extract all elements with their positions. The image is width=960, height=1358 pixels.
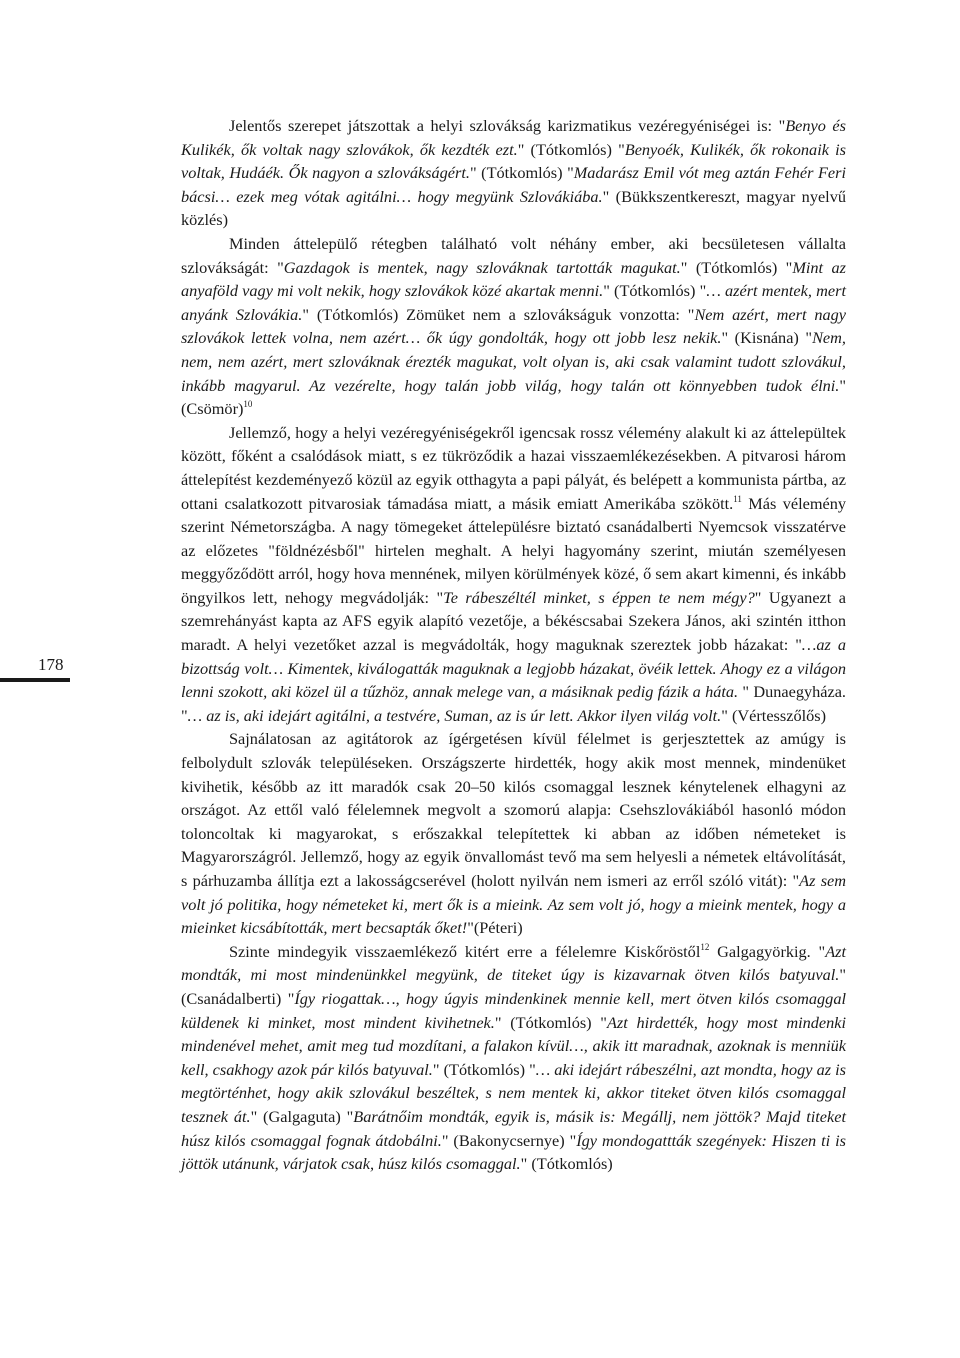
footnote-ref: 11	[733, 493, 742, 504]
quote-text: Benyoék, Kulikék, ők rokonaik is voltak, Hudáék. Ők nagyon a szlovákságért.	[181, 139, 846, 183]
quote-text: …az a bizottság volt… Kimentek, kiválogatták maguknak a legjobb házakat, övéik lettek. Ahogy ez a világon lenni szokott, aki közel ül a tűzhöz, annak melege van, a másiknak pedig fázik a háta.	[181, 635, 846, 702]
body-text-segment: " Dunaegyháza. "	[181, 682, 847, 725]
footnote-ref: 12	[700, 941, 710, 952]
quote-text: Benyo és Kulikék, ők voltak nagy szlovákok, ők kezdték ezt.	[181, 116, 846, 159]
body-text-segment: " (Tótkomlós) "	[469, 163, 574, 183]
body-text-segment: " (Tótkomlós) "	[603, 281, 707, 301]
body-text-segment: Jelentős szerepet játszottak a helyi szlovákság karizmatikus vezéregyéniségei is: "	[229, 116, 786, 135]
quote-text: Azt mondták, mi most mindenünkkel megyünk, de titeket úgy is kizavarnak ötven kilós batyuval.	[181, 941, 846, 985]
body-text-segment: Galgagyörkig. "	[709, 941, 826, 961]
body-text-segment: " (Tótkomlós) "	[680, 257, 793, 277]
body-text-segment: " (Bakonycsernye) "	[441, 1130, 577, 1150]
quote-text: Gazdagok is mentek, nagy szlováknak tartották magukat.	[283, 257, 681, 277]
body-text-segment: " (Tótkomlós)	[520, 1154, 613, 1174]
body-text-segment: " (Tótkomlós) "	[494, 1012, 607, 1032]
quote-text: … az is, aki idejárt agitálni, a testvére, Suman, az is úr lett. Akkor ilyen világ volt.	[187, 705, 722, 725]
body-text-segment: " (Tótkomlós) "	[517, 139, 625, 159]
quote-text: Így riogattak…, hogy úgyis mindenkinek mennie kell, mert ötven kilós csomaggal küldenek ki minket, most mindent kivihetnek.	[181, 988, 846, 1032]
quote-text: Nem azért, mert nagy szlovákok lettek volna, nem azért… ők úgy gondolták, hogy ott jobb lesz nekik.	[181, 304, 846, 348]
body-text-segment: "(Péteri)	[467, 918, 523, 938]
quote-text: Barátnőim mondták, egyik is, másik is: Megállj, nem jöttök? Majd titeket húsz kilós csomaggal fognak átdobálni.	[181, 1106, 846, 1150]
quote-text: Mint az anyaföld vagy mi volt nekik, hogy szlovákok közé akartak menni.	[181, 257, 846, 301]
quote-text: Az sem volt jó politika, hogy németeket ki, mert ők is a mieink. Az sem volt jó, hogy a mieink mentek, hogy a mieinket kicsábították, mert becsapták őket!	[181, 871, 847, 938]
page-number-rule	[0, 678, 70, 682]
body-text-segment: " (Csömör)	[181, 375, 846, 419]
body-text-segment: Minden áttelepülő rétegben található volt néhány ember, aki becsületesen vállalta szlovákságát: "	[181, 233, 846, 277]
quote-text: Te rábeszéltél minket, s éppen te nem mégy?	[443, 587, 755, 607]
body-text-segment: " (Bükkszentkereszt, magyar nyelvű közlés)	[181, 186, 846, 230]
quote-text: Madarász Emil vót meg aztán Fehér Feri bácsi… ezek meg vótak agitálni… hogy megyünk Szlovákiába.	[181, 163, 846, 206]
body-text-segment: " (Galgaguta) "	[250, 1106, 354, 1126]
paragraph	[181, 232, 846, 421]
body-text-segment: " (Tótkomlós) "	[432, 1059, 536, 1079]
page-number: 178	[38, 655, 64, 674]
paragraph	[181, 114, 846, 232]
body-text-segment: Más vélemény szerint Németországba. A nagy tömegeket áttelepülésre biztató csanádalberti Nyemcsok visszatérve az előzetes "földnézésből" hirtelen meghalt. A helyi hagyomány szerint, miután személyesen meggyőződött arról, hogy hova mennének, milyen körülmények közé, ő sem akart kimenni, és inkább öngyilkos lett, nehogy megvádolják: "	[181, 493, 846, 607]
body-text-segment: " (Csanádalberti) "	[181, 965, 846, 1008]
quote-text: Nem, nem, nem azért, mert szlováknak érezték magukat, volt olyan is, aki csak valamint tudott szlovákul, inkább magyarul. Az vezérelte, hogy talán jobb világ, hogy talán ott könnyebben tudok élni.	[181, 328, 846, 395]
paragraph	[181, 940, 846, 1176]
body-text-segment: " Ugyanezt a szemrehányást kapta az AFS egyik alapító vezetője, a békéscsabai Szekera János, aki szintén itthon maradt. A helyi vezetőket azzal is megvádolták, hogy maguknak szereztek jobb házakat: "	[181, 587, 846, 655]
body-text-segment: " (Tótkomlós) Zömüket nem a szlovákságuk vonzotta: "	[302, 304, 695, 324]
paragraph	[181, 727, 846, 939]
quote-text: Azt hirdették, hogy most mindenki mindenével mehet, amit meg tud mozdítani, a falakon kívül…, akik itt maradnak, azoknak is menniük kell, csakhogy azok pár kilós batyuval.	[181, 1012, 847, 1079]
body-text-segment: " (Vértesszőlős)	[721, 705, 827, 725]
quote-text: Így mondogattták szegények: Hiszen ti is jöttök utánunk, várjatok csak, húsz kilós csomaggal.	[181, 1130, 846, 1174]
paragraph	[181, 421, 846, 728]
quote-text: … azért mentek, mert anyánk Szlovákia.	[181, 281, 846, 324]
body-text-segment: Szinte mindegyik visszaemlékező kitért erre a félelemre Kiskőröstől	[229, 941, 701, 961]
body-text-segment: " (Kisnána) "	[721, 328, 813, 348]
body-text-segment: Jellemző, hogy a helyi vezéregyéniségekről igencsak rossz vélemény alakult ki az áttelepültek között, főként a csalódások miatt, s ez tükröződik a hazai visszaemlékezésekben. A pitvarosi három áttelepítést kezdeményező közül az egyik otthagyta a papi pályát, és belépett a kommunista pártba, az ottani csalatkozott pitvarosiak támadása miatt, a másik emiatt Amerikába szökött.	[181, 422, 846, 513]
body-text-segment: Sajnálatosan az agitátorok az ígérgetésen kívül félelmet is gerjesztettek az amúgy is felbolydult szlovák településeken. Országszerte hirdették, hogy akik most mennek, mindenüket kivihetik, később az itt maradók csak 20–50 kilós csomaggal lesznek kénytelenek elhagyni az országot. Az ettől való félelemnek megvolt a szomorú alapja: Csehszlovákiából hasonló módon toloncoltak ki magyarokat, s erőszakkal telepítettek ki abban az időben németeket is Magyarországról. Jellemző, hogy az egyik önvallomást tevő ma sem helyesli a németek eltávolítását, s párhuzamba állítja ezt a lakosságcserével (holott nyilván nem ismeri az erről szóló vitát): "	[181, 729, 846, 890]
quote-text: … aki idejárt rábeszélni, azt mondta, hogy az is megtörténhet, hogy akik szlovákul beszéltek, s nem mentek ki, akkor titeket ötven kilós csomaggal tesznek át.	[181, 1059, 846, 1126]
footnote-ref: 10	[243, 399, 253, 410]
body-text	[181, 114, 846, 1176]
